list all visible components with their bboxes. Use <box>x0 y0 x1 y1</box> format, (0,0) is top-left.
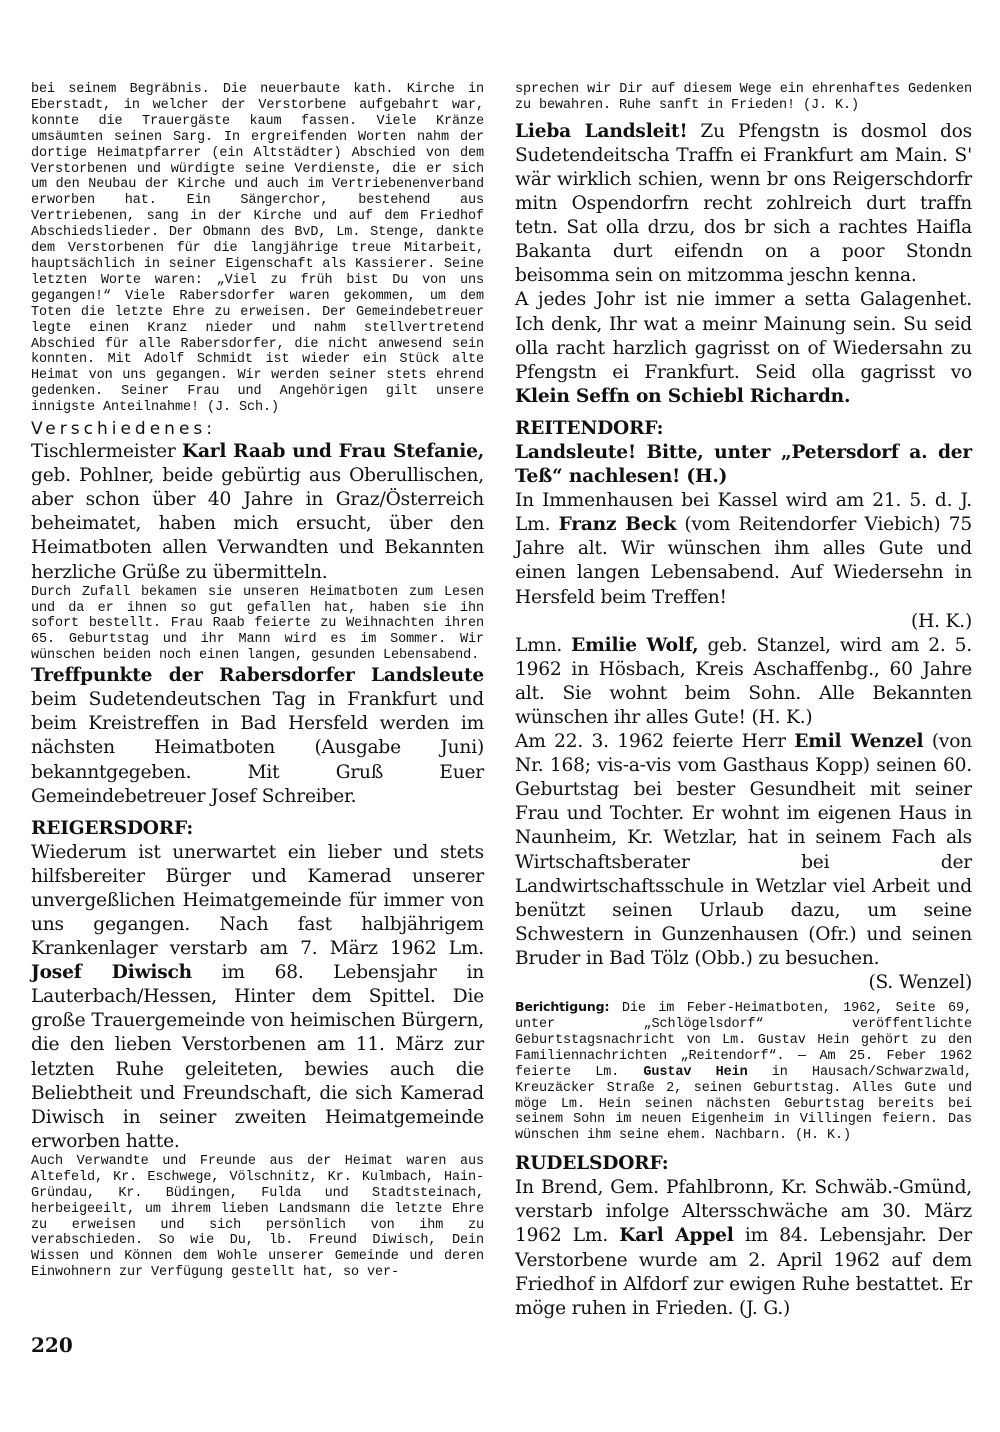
hein-name: Gustav Hein <box>643 1064 748 1080</box>
wolf-text-a: Lmn. <box>515 634 572 656</box>
wolf-birthday <box>515 634 972 730</box>
diwisch-mourners: Auch Verwandte und Freunde aus der Heimat waren aus Altefeld, Kr. Eschwege, Völschnitz, Kr. Kulmbach, Hain-Gründau, Kr. Büdingen, Fulda und Stadtsteinach, herbeigeeilt, um ihrem lieben Landsmann die letzte Ehre zu erweisen und sich persönlich von ihm zu verabschieden. So wie Du, lb. Freund Diwisch, Dein Wissen und Können dem Wohle unserer Gemeinde und deren Einwohnern zur Verfügung gestellt hat, so ver- <box>31 1153 484 1281</box>
page-number: 220 <box>31 1333 73 1357</box>
beck-signature: (H. K.) <box>911 610 972 632</box>
correction-notice <box>515 999 972 1144</box>
raab-name: Karl Raab und Frau Stefanie, <box>181 441 484 463</box>
wolf-text-b: geb. Stanzel, wird am 2. 5. 1962 in Hösbach, Kreis Aschaffenbg., 60 Jahre alt. Sie wohnt beim Sohn. Alle Bekannten wünschen ihr alles Gute! (H. K.) <box>515 634 972 728</box>
dialect-text-2: A jedes Johr ist nie immer a setta Galagenhet. Ich denk, Ihr wat a meinr Mainung sein. Su seid olla racht harzlich gagrisst on of Wiedersahn zu Pfengstn ei Frankfurt. Seid olla gagrisst vo <box>515 289 972 383</box>
appel-text-a: In Brend, Gem. Pfahlbronn, Kr. Schwäb.-Gmünd, verstarb infolge Altersschwäche am 30. März 1962 Lm. <box>515 1177 972 1247</box>
right-column <box>515 82 972 1321</box>
beck-name: Franz Beck <box>558 514 677 536</box>
dialect-letter <box>515 120 972 289</box>
raab-greeting <box>31 440 484 585</box>
treffpunkte-notice <box>31 664 484 809</box>
treffpunkte-text: beim Sudetendeutschen Tag in Frankfurt und beim Kreistreffen in Bad Hersfeld werden im nächsten Heimatboten (Ausgabe Juni) bekanntgegeben. Mit Gruß Euer Gemeindebetreuer Josef Schreiber. <box>31 689 484 807</box>
wenzel-signature: (S. Wenzel) <box>868 972 972 993</box>
rudelsdorf-heading: RUDELSDORF: <box>515 1153 669 1175</box>
reitendorf-heading: REITENDORF: <box>515 417 664 439</box>
dialect-letter-2 <box>515 288 972 408</box>
diwisch-text-a: Wiederum ist unerwartet ein lieber und stets hilfsbereiter Bürger und Kamerad unserer unvergeßlichen Heimatgemeinde für immer von uns gegangen. Nach fast halbjährigem Krankenlager verstarb am 7. März 1962 Lm. <box>31 841 484 960</box>
wenzel-birthday <box>515 730 972 971</box>
raab-text-a: Tischlermeister <box>31 441 182 463</box>
wenzel-text-b: (von Nr. 168; vis-a-vis vom Gasthaus Kopp) seinen 60. Geburtstag bei bester Gesundheit mit seiner Frau und Tochter. Er wohnt im eigenen Haus in Naunheim, Kr. Wetzlar, hat in seinem Fach als Wirtschaftsberater bei der Landwirtschaftsschule in Wetzlar viel Arbeit und benützt seinen Urlaub dazu, um seine Schwestern in Gunzenhausen (Ofr.) und seinen Bruder in Bad Tölz (Obb.) zu besuchen. <box>515 731 973 969</box>
reitendorf-subheading: Landsleute! Bitte, unter „Petersdorf a. der Teß“ nachlesen! (H.) <box>515 441 972 488</box>
wenzel-name: Emil Wenzel <box>794 731 924 753</box>
treffpunkte-title: Treffpunkte der Rabersdorfer Landsleute <box>31 665 484 687</box>
dialect-signature: Klein Seffn on Schiebl Richardn. <box>515 385 851 407</box>
reigersdorf-heading: REIGERSDORF: <box>31 817 194 839</box>
correction-text-a: Die im Feber-Heimatboten, 1962, Seite 69, unter „Schlögelsdorf“ veröffentlichte Geburtstagsnachricht von Lm. Gustav Hein gehört zu den Familiennachrichten „Reitendorf“. — Am 25. Feber 1962 feierte Lm. <box>515 1001 972 1080</box>
appel-obituary <box>515 1176 972 1321</box>
diwisch-name: Josef Diwisch <box>31 962 192 984</box>
left-column <box>31 82 484 1281</box>
verschiedenes-heading: Verschiedenes: <box>31 419 216 440</box>
appel-text-b: im 84. Lebensjahr. Der Verstorbene wurde am 2. April 1962 auf dem Friedhof in Alfdorf zur ewigen Ruhe bestattet. Er möge ruhen in Frieden. (J. G.) <box>515 1225 972 1319</box>
diwisch-obituary <box>31 841 484 1154</box>
correction-text-b: in Hausach/Schwarzwald, Kreuzäcker Straße 2, seinen Geburtstag. Alles Gute und möge Lm. Hein seinen nächsten Geburtstag bereits bei seinem Sohn im neuen Eigenheim in Villingen feiern. Das wünschen ihm seine ehem. Nachbarn. (H. K.) <box>515 1064 972 1144</box>
dialect-text: Zu Pfengstn is dosmol dos Sudetendeitscha Traffn ei Frankfurt am Main. S' wär wirklich schien, wenn br ons Reigerschdorfr mitn Ospendorfrn recht zohlreich durt traffn tetn. Sat olla drzu, dos br sich a rachtes Haifla Bakanta durt eifendn on a poor Stondn beisomma sein on mitzomma jeschn kenna. <box>515 120 972 287</box>
beck-text-a: In Immenhausen bei Kassel wird am 21. 5. d. J. Lm. <box>515 490 972 536</box>
wolf-name: Emilie Wolf, <box>571 634 699 656</box>
raab-text-b: geb. Pohlner, beide gebürtig aus Oberullischen, aber schon über 40 Jahre in Graz/Österreich beheimatet, haben mich ersucht, über den Heimatboten allen Verwandten und Bekannten herzliche Grüße zu übermitteln. <box>31 465 484 583</box>
correction-label: Berichtigung: <box>515 999 610 1015</box>
wenzel-text-a: Am 22. 3. 1962 feierte Herr <box>515 731 795 753</box>
obituary-continuation: bei seinem Begräbnis. Die neuerbaute kath. Kirche in Eberstadt, in welcher der Verstorbene aufgebahrt war, konnte die Trauergäste kaum fassen. Viele Kränze umsäumten seinen Sarg. In ergreifenden Worten nahm der dortige Heimatpfarrer (ein Altstädter) Abschied von dem Verstorbenen und würdigte seine Verdienste, die er sich um den Neubau der Kirche und auch im Vertriebenenverband erworben hat. Ein Sängerchor, bestehend aus Vertriebenen, sang in der Kirche und auf dem Friedhof Abschiedslieder. Der Obmann des BvD, Lm. Stenge, dankte dem Verstorbenen für die langjährige treue Mitarbeit, hauptsächlich in seiner Eigenschaft als Kassierer. Seine letzten Worte waren: „Viel zu früh bist Du von uns gegangen!“ Viele Rabersdorfer waren gekommen, um dem Toten die letzte Ehre zu erweisen. Der Gemeindebetreuer legte einen Kranz nieder und nahm stellvertretend Abschied für alle Rabersdorfer, die nicht anwesend sein konnten. Mit Adolf Schmidt ist wieder ein Stück alte Heimat von uns gegangen. Wir werden seiner stets ehrend gedenken. Seiner Frau und Angehörigen gilt unsere innigste Anteilnahme! (J. Sch.) <box>31 82 484 416</box>
dialect-greeting: Lieba Landsleit! <box>515 120 688 142</box>
raab-details: Durch Zufall bekamen sie unseren Heimatboten zum Lesen und da er ihnen so gut gefallen hat, haben sie ihn sofort bestellt. Frau Raab feierte zu Weihnachten ihren 65. Geburtstag und ihr Mann wird es im Sommer. Wir wünschen beiden noch einen langen, gesunden Lebensabend. <box>31 584 484 664</box>
beck-birthday <box>515 489 972 609</box>
diwisch-closing: sprechen wir Dir auf diesem Wege ein ehrenhaftes Gedenken zu bewahren. Ruhe sanft in Frieden! (J. K.) <box>515 82 972 113</box>
appel-name: Karl Appel <box>619 1225 734 1247</box>
beck-text-b: (vom Reitendorfer Viebich) 75 Jahre alt. Wir wünschen ihm alles Gute und einen langen Lebensabend. Auf Wiedersehn in Hersfeld beim Treffen! <box>515 514 972 608</box>
diwisch-text-b: im 68. Lebensjahr in Lauterbach/Hessen, Hinter dem Spittel. Die große Trauergemeinde von heimischen Bürgern, die den lieben Verstorbenen am 11. März zur letzten Ruhe geleiteten, bewies auch die Beliebtheit und Freundschaft, die sich Kamerad Diwisch in seiner zweiten Heimatgemeinde erworben hatte. <box>31 962 484 1152</box>
